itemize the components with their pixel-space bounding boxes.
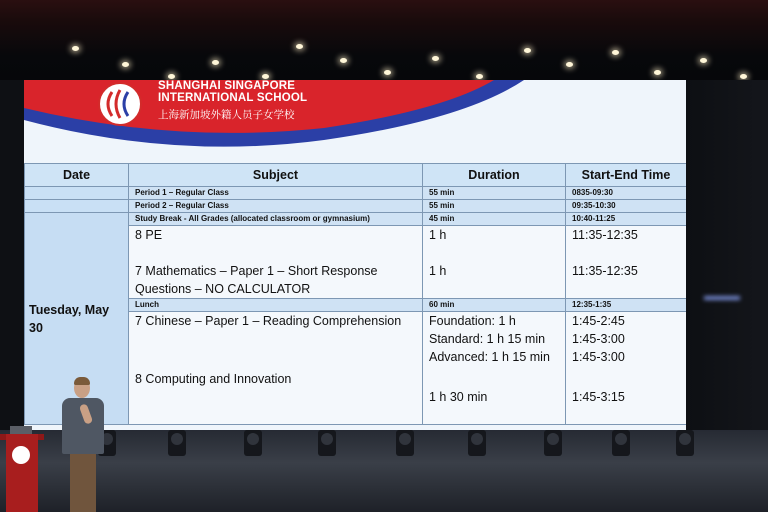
ceiling-light: [168, 74, 175, 79]
school-name-chinese: 上海新加坡外籍人员子女学校: [158, 109, 295, 121]
exam2-time-b: 1:45-3:15: [572, 390, 625, 404]
exam2-duration-standard: Standard: 1 h 15 min: [429, 332, 546, 346]
exam2-subject-a: 7 Chinese – Paper 1 – Reading Comprehension: [135, 314, 402, 328]
ceiling-light: [566, 62, 573, 67]
exam1-subject-a: 8 PE: [135, 228, 163, 242]
period2-time: 09:35-10:30: [566, 200, 687, 213]
exam1-time-cell: [566, 226, 687, 299]
ceiling-light: [740, 74, 747, 79]
stage-light: [544, 430, 562, 456]
podium-logo: [12, 446, 30, 464]
header-duration: Duration: [423, 164, 566, 187]
lunch-subject: Lunch: [129, 299, 423, 312]
school-name-english: [158, 80, 307, 104]
period2-duration: 55 min: [423, 200, 566, 213]
school-name-line1: SHANGHAI SINGAPORE: [158, 80, 296, 92]
exam1-subject-b: 7 Mathematics – Paper 1 – Short Response Questions – NO CALCULATOR: [135, 264, 378, 296]
exam2-duration-foundation: Foundation: 1 h: [429, 314, 516, 328]
exam-schedule-table: [24, 163, 686, 425]
projection-screen: [24, 80, 686, 430]
ceiling-light: [476, 74, 483, 79]
exam2-time-a2: 1:45-3:00: [572, 332, 625, 346]
study-break-subject: Study Break - All Grades (allocated classroom or gymnasium): [129, 213, 423, 226]
presenter: [60, 378, 108, 512]
school-logo: [98, 82, 142, 126]
left-wall: [0, 80, 24, 430]
ceiling-light: [384, 70, 391, 75]
period1-time: 0835-09:30: [566, 187, 687, 200]
ceiling-light: [122, 62, 129, 67]
table-header-row: [25, 164, 687, 187]
auditorium-ceiling: [0, 0, 768, 80]
exam2-subject-cell: [129, 312, 423, 425]
table-row-study-break: [25, 213, 687, 226]
ceiling-light: [262, 74, 269, 79]
period1-subject: Period 1 – Regular Class: [129, 187, 423, 200]
exam1-duration-b: 1 h: [429, 264, 447, 278]
exam2-time-a1: 1:45-2:45: [572, 314, 625, 328]
right-wall: [686, 80, 768, 430]
stage-light: [244, 430, 262, 456]
table-row-period2: [25, 200, 687, 213]
lunch-duration: 60 min: [423, 299, 566, 312]
exam2-subject-b: 8 Computing and Innovation: [135, 372, 292, 386]
ceiling-light: [700, 58, 707, 63]
stage-light: [676, 430, 694, 456]
ceiling-light: [654, 70, 661, 75]
ceiling-light: [72, 46, 79, 51]
date-cell-empty: [25, 187, 129, 200]
exam1-subject-cell: [129, 226, 423, 299]
lunch-time: 12:35-1:35: [566, 299, 687, 312]
ceiling-light: [432, 56, 439, 61]
exam2-time-cell: [566, 312, 687, 425]
ceiling-light: [612, 50, 619, 55]
exam2-duration-advanced: Advanced: 1 h 15 min: [429, 350, 550, 364]
study-break-time: 10:40-11:25: [566, 213, 687, 226]
study-break-duration: 45 min: [423, 213, 566, 226]
period1-duration: 55 min: [423, 187, 566, 200]
exam1-time-b: 11:35-12:35: [572, 264, 638, 278]
stage-light: [318, 430, 336, 456]
stage-light: [168, 430, 186, 456]
stage-light: [468, 430, 486, 456]
stage-light: [396, 430, 414, 456]
header-subject: Subject: [129, 164, 423, 187]
period2-subject: Period 2 – Regular Class: [129, 200, 423, 213]
date-cell-empty: [25, 200, 129, 213]
ceiling-light: [212, 60, 219, 65]
exam1-duration-cell: [423, 226, 566, 299]
header-date: Date: [25, 164, 129, 187]
table-row-period1: [25, 187, 687, 200]
exam1-time-a: 11:35-12:35: [572, 228, 638, 242]
ceiling-light: [340, 58, 347, 63]
exam1-duration-a: 1 h: [429, 228, 447, 242]
exam2-duration-b: 1 h 30 min: [429, 390, 488, 404]
ceiling-light: [296, 44, 303, 49]
exam2-time-a3: 1:45-3:00: [572, 350, 625, 364]
header-time: Start-End Time: [566, 164, 687, 187]
ceiling-light: [524, 48, 531, 53]
stage-glint: [704, 296, 740, 300]
presenter-pants: [70, 454, 96, 512]
exam2-duration-cell: [423, 312, 566, 425]
school-name-line2: INTERNATIONAL SCHOOL: [158, 92, 308, 104]
stage-light: [612, 430, 630, 456]
date-text: Tuesday, May 30: [29, 302, 110, 335]
presenter-hair: [74, 377, 90, 385]
